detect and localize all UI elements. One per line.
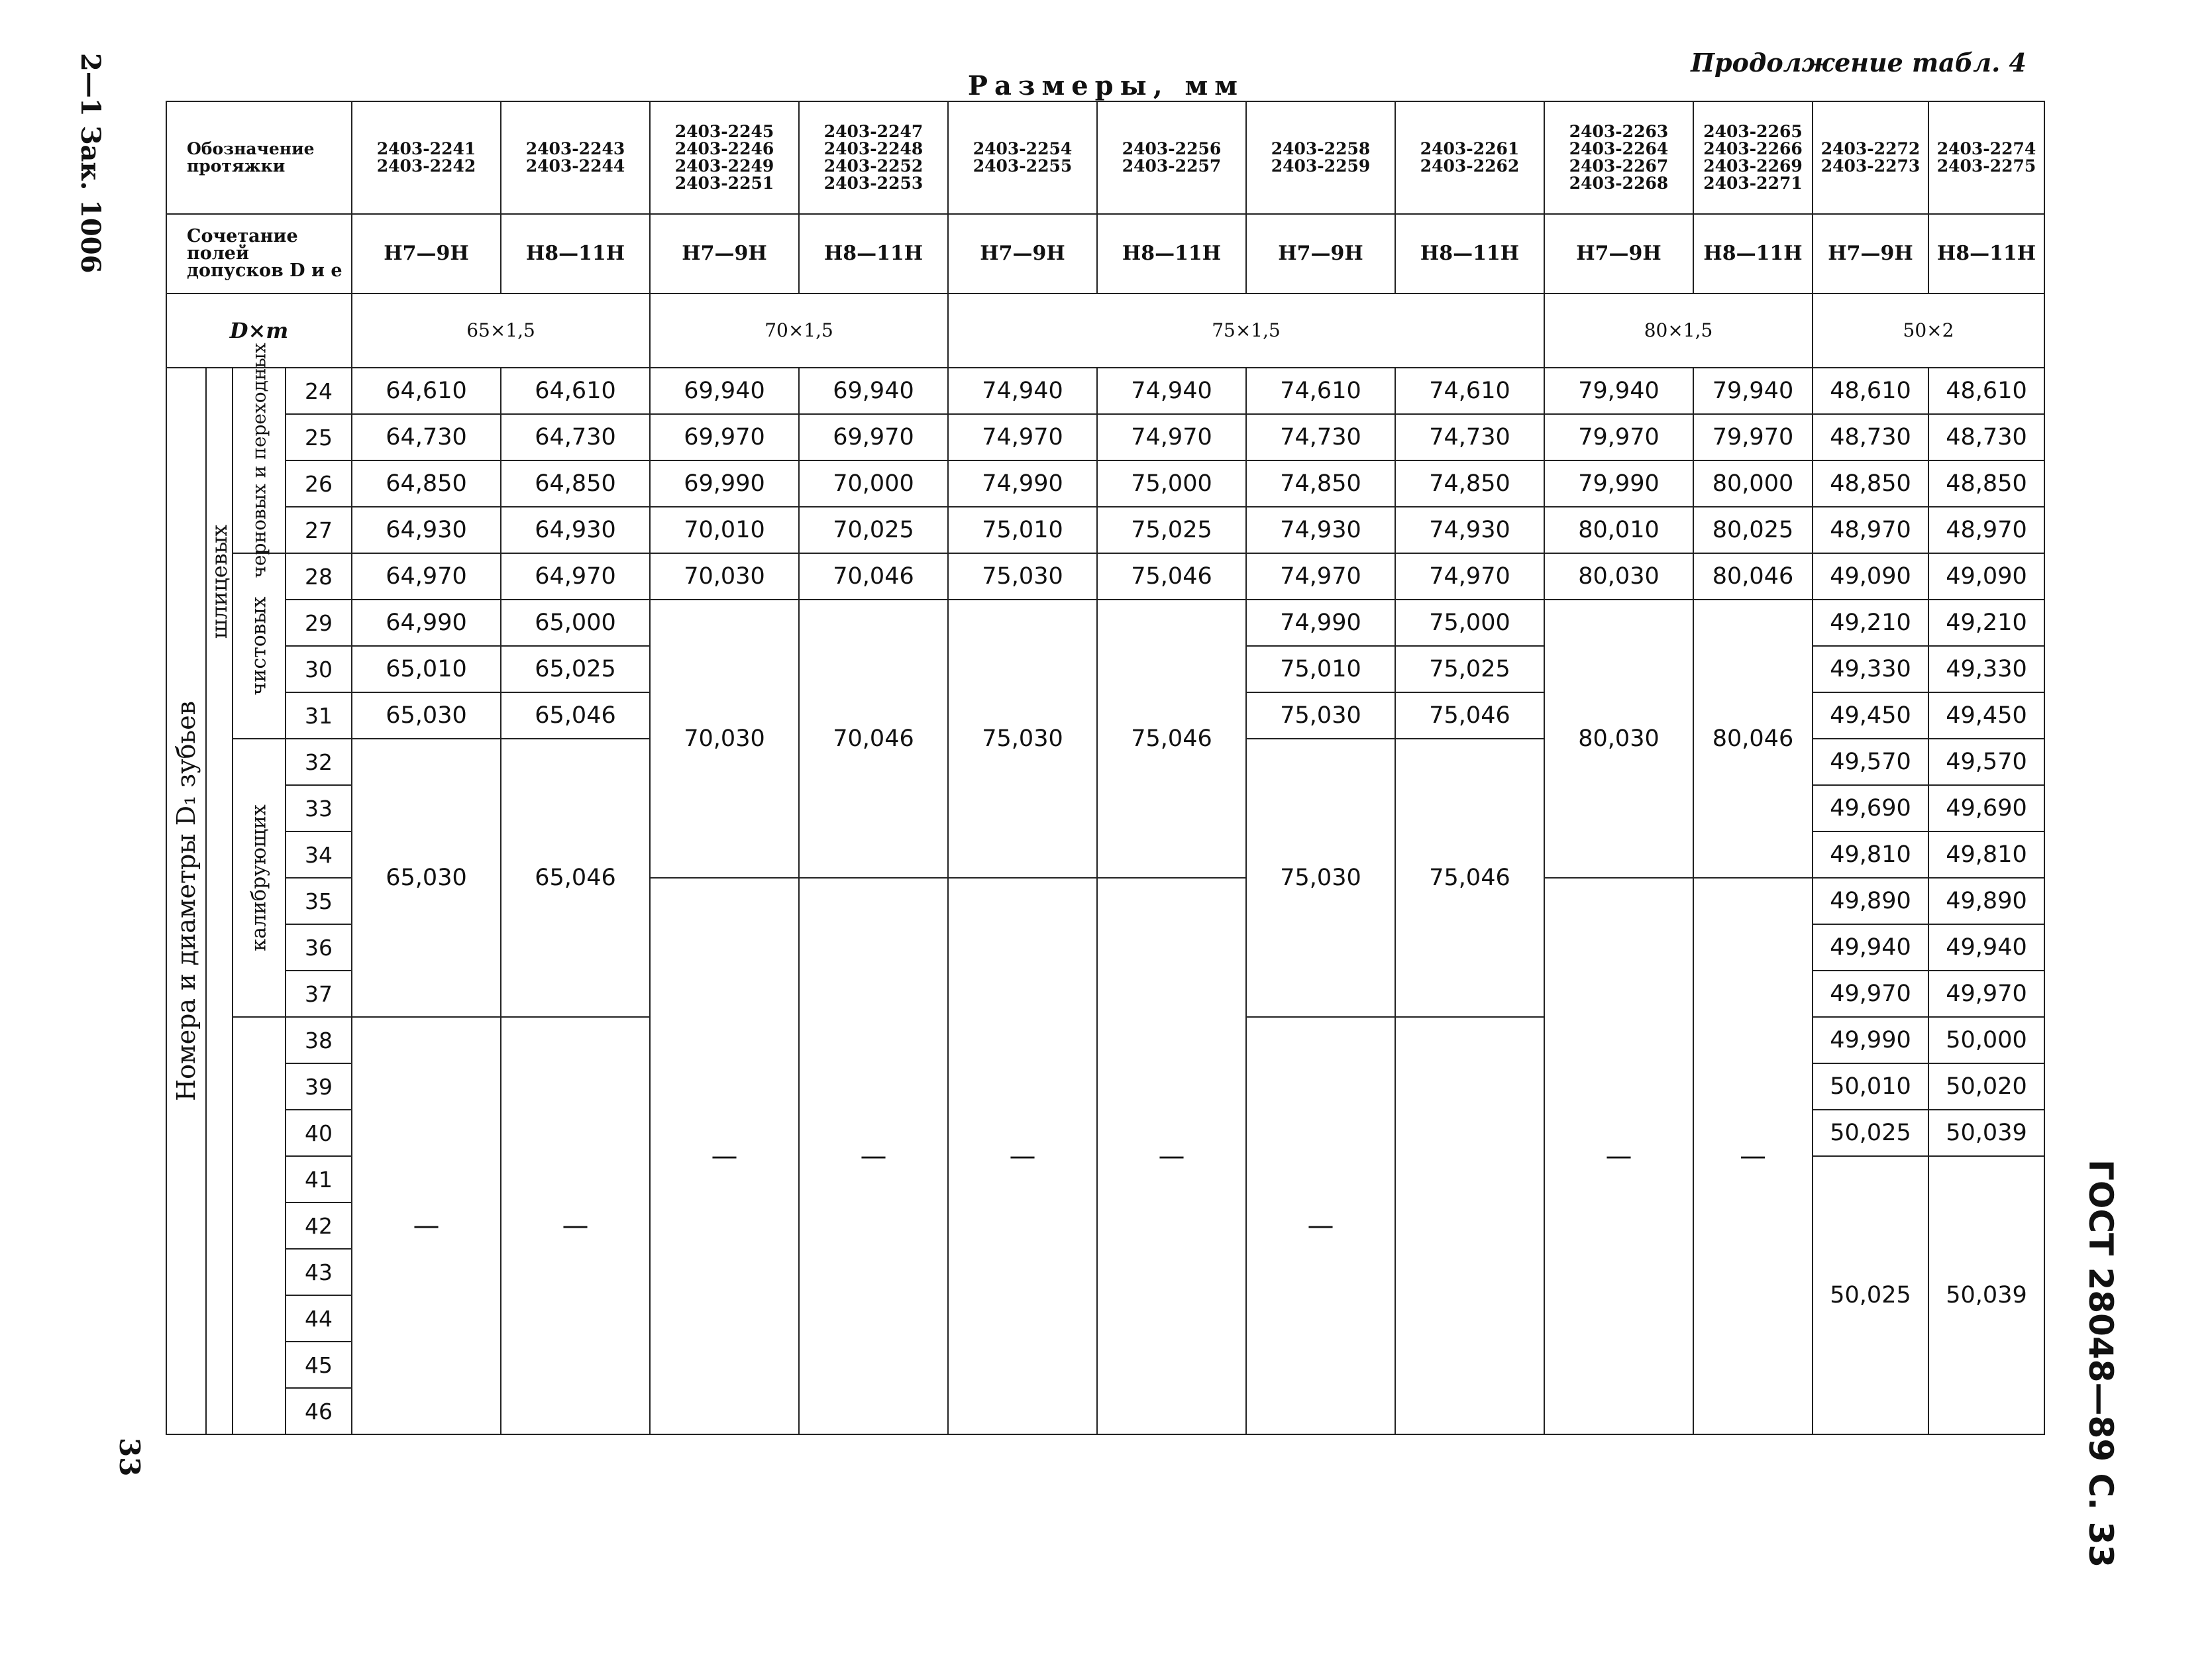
value-cell: 64,850 <box>352 460 501 507</box>
value-cell: 75,030 <box>948 600 1097 878</box>
value-cell: 74,850 <box>1395 460 1544 507</box>
value-cell: 65,025 <box>501 646 650 692</box>
value-cell: 74,970 <box>1097 414 1246 460</box>
value-cell: 75,046 <box>1395 692 1544 739</box>
value-cell: 49,450 <box>1928 692 2044 739</box>
designation-cell: 2403-2261 2403-2262 <box>1395 101 1544 214</box>
value-cell: 70,025 <box>799 507 948 553</box>
designation-label: Обозначение протяжки <box>166 101 352 214</box>
spline-label: шлицевых <box>206 368 233 1434</box>
tooth-number: 40 <box>286 1110 352 1156</box>
value-cell: 70,010 <box>650 507 799 553</box>
dxm-label: D×m <box>166 293 352 368</box>
tolerance-cell: H8—11H <box>501 214 650 293</box>
dxm-cell: 50×2 <box>1813 293 2044 368</box>
value-cell: 74,970 <box>1246 553 1395 600</box>
dxm-cell: 70×1,5 <box>650 293 948 368</box>
value-cell: 74,970 <box>948 414 1097 460</box>
value-cell: 64,970 <box>501 553 650 600</box>
value-cell: 80,046 <box>1693 553 1813 600</box>
tooth-number: 36 <box>286 924 352 971</box>
value-cell: 49,890 <box>1928 878 2044 924</box>
table-row <box>166 368 2044 414</box>
tooth-number: 44 <box>286 1295 352 1342</box>
tooth-number: 35 <box>286 878 352 924</box>
value-cell: 64,970 <box>352 553 501 600</box>
order-number: 2—1 Зак. 1006 <box>75 53 106 274</box>
value-cell: 48,610 <box>1928 368 2044 414</box>
value-cell: 50,025 <box>1813 1110 1928 1156</box>
value-cell: 49,810 <box>1928 831 2044 878</box>
value-cell: 64,990 <box>352 600 501 646</box>
value-cell: 74,940 <box>1097 368 1246 414</box>
tolerance-row <box>166 214 2044 293</box>
value-cell: 64,730 <box>501 414 650 460</box>
value-cell: 49,690 <box>1813 785 1928 831</box>
tooth-number: 32 <box>286 739 352 785</box>
tooth-number: 38 <box>286 1017 352 1063</box>
value-cell: 49,330 <box>1928 646 2044 692</box>
value-cell: 50,010 <box>1813 1063 1928 1110</box>
value-cell: 74,610 <box>1395 368 1544 414</box>
dash-cell: — <box>650 878 799 1434</box>
value-cell: 49,090 <box>1928 553 2044 600</box>
designation-cell: 2403-2247 2403-2248 2403-2252 2403-2253 <box>799 101 948 214</box>
dimensions-table <box>166 101 2045 1435</box>
value-cell: 48,850 <box>1813 460 1928 507</box>
tooth-number: 33 <box>286 785 352 831</box>
table-row <box>166 600 2044 646</box>
tooth-number: 45 <box>286 1342 352 1388</box>
value-cell: 50,039 <box>1928 1156 2044 1434</box>
dash-cell: — <box>501 1017 650 1434</box>
teeth-numbers-label: Номера и диаметры D₁ зубьев <box>166 368 206 1434</box>
dash-cell: — <box>799 878 948 1434</box>
tolerance-cell: H7—9H <box>948 214 1097 293</box>
tolerance-cell: H7—9H <box>650 214 799 293</box>
tooth-number: 30 <box>286 646 352 692</box>
value-cell: 74,940 <box>948 368 1097 414</box>
dxm-row <box>166 293 2044 368</box>
tooth-number: 39 <box>286 1063 352 1110</box>
value-cell: 80,030 <box>1544 600 1693 878</box>
designation-cell: 2403-2265 2403-2266 2403-2269 2403-2271 <box>1693 101 1813 214</box>
value-cell: 48,610 <box>1813 368 1928 414</box>
value-cell: 75,010 <box>948 507 1097 553</box>
dxm-cell: 75×1,5 <box>948 293 1544 368</box>
value-cell: 64,930 <box>501 507 650 553</box>
value-cell: 74,850 <box>1246 460 1395 507</box>
value-cell: 50,025 <box>1813 1156 1928 1434</box>
value-cell: 79,990 <box>1544 460 1693 507</box>
units-title: Размеры, мм <box>967 70 1245 101</box>
value-cell: 79,970 <box>1693 414 1813 460</box>
tolerance-cell: H7—9H <box>352 214 501 293</box>
value-cell: 48,970 <box>1928 507 2044 553</box>
value-cell: 65,010 <box>352 646 501 692</box>
value-cell: 74,610 <box>1246 368 1395 414</box>
value-cell: 49,940 <box>1813 924 1928 971</box>
value-cell: 49,940 <box>1928 924 2044 971</box>
value-cell: 69,940 <box>799 368 948 414</box>
value-cell: 64,730 <box>352 414 501 460</box>
table-row <box>166 414 2044 460</box>
value-cell: 70,030 <box>650 553 799 600</box>
designation-cell: 2403-2256 2403-2257 <box>1097 101 1246 214</box>
designation-cell: 2403-2243 2403-2244 <box>501 101 650 214</box>
value-cell: 65,030 <box>352 692 501 739</box>
tooth-number: 26 <box>286 460 352 507</box>
value-cell: 65,030 <box>352 739 501 1017</box>
value-cell: 49,210 <box>1928 600 2044 646</box>
value-cell: 75,046 <box>1395 739 1544 1017</box>
value-cell: 65,000 <box>501 600 650 646</box>
value-cell: 49,570 <box>1813 739 1928 785</box>
value-cell: 50,039 <box>1928 1110 2044 1156</box>
value-cell: 49,570 <box>1928 739 2044 785</box>
value-cell: 74,730 <box>1395 414 1544 460</box>
value-cell: 79,940 <box>1693 368 1813 414</box>
designation-cell: 2403-2245 2403-2246 2403-2249 2403-2251 <box>650 101 799 214</box>
value-cell: 75,010 <box>1246 646 1395 692</box>
value-cell: 64,930 <box>352 507 501 553</box>
designation-cell: 2403-2272 2403-2273 <box>1813 101 1928 214</box>
tolerance-cell: H8—11H <box>1693 214 1813 293</box>
group-calib-label: калибрующих <box>233 739 286 1017</box>
table-row <box>166 553 2044 600</box>
value-cell: 75,000 <box>1097 460 1246 507</box>
value-cell: 49,450 <box>1813 692 1928 739</box>
tooth-number: 43 <box>286 1249 352 1295</box>
value-cell: 69,990 <box>650 460 799 507</box>
designation-row <box>166 101 2044 214</box>
tolerance-cell: H8—11H <box>799 214 948 293</box>
value-cell: 70,046 <box>799 600 948 878</box>
value-cell: 49,990 <box>1813 1017 1928 1063</box>
value-cell: 49,970 <box>1813 971 1928 1017</box>
value-cell: 49,970 <box>1928 971 2044 1017</box>
value-cell: 75,030 <box>1246 739 1395 1017</box>
value-cell: 80,046 <box>1693 600 1813 878</box>
dash-cell: — <box>1097 878 1246 1434</box>
dash-cell: — <box>1246 1017 1395 1434</box>
value-cell: 65,046 <box>501 692 650 739</box>
value-cell: 79,940 <box>1544 368 1693 414</box>
designation-cell: 2403-2263 2403-2264 2403-2267 2403-2268 <box>1544 101 1693 214</box>
value-cell: 64,610 <box>352 368 501 414</box>
left-margin <box>0 0 166 1653</box>
gost-page-label: ГОСТ 28048—89 С. 33 <box>2081 1159 2120 1568</box>
value-cell: 69,940 <box>650 368 799 414</box>
value-cell: 75,046 <box>1097 553 1246 600</box>
dash-cell: — <box>948 878 1097 1434</box>
value-cell: 70,000 <box>799 460 948 507</box>
value-cell: 74,730 <box>1246 414 1395 460</box>
continuation-title: Продолжение табл. 4 <box>1691 48 2027 78</box>
designation-cell: 2403-2258 2403-2259 <box>1246 101 1395 214</box>
value-cell: 75,025 <box>1097 507 1246 553</box>
tolerance-cell: H7—9H <box>1246 214 1395 293</box>
value-cell: 74,990 <box>948 460 1097 507</box>
tooth-number: 29 <box>286 600 352 646</box>
value-cell: 75,030 <box>948 553 1097 600</box>
tolerance-cell: H8—11H <box>1928 214 2044 293</box>
tooth-number: 24 <box>286 368 352 414</box>
tooth-number: 41 <box>286 1156 352 1202</box>
tolerance-cell: H8—11H <box>1395 214 1544 293</box>
value-cell: 48,850 <box>1928 460 2044 507</box>
value-cell: 48,730 <box>1813 414 1928 460</box>
dxm-cell: 80×1,5 <box>1544 293 1813 368</box>
value-cell: 48,730 <box>1928 414 2044 460</box>
group-finish-label: чистовых <box>233 553 286 739</box>
value-cell: 74,930 <box>1395 507 1544 553</box>
dash-cell: — <box>1544 878 1693 1434</box>
value-cell: 75,030 <box>1246 692 1395 739</box>
value-cell: 50,000 <box>1928 1017 2044 1063</box>
value-cell: 64,610 <box>501 368 650 414</box>
value-cell: 75,046 <box>1097 600 1246 878</box>
tooth-number: 28 <box>286 553 352 600</box>
group-empty <box>233 1017 286 1434</box>
value-cell: 80,025 <box>1693 507 1813 553</box>
table-row <box>166 460 2044 507</box>
value-cell: 49,210 <box>1813 600 1928 646</box>
tooth-number: 25 <box>286 414 352 460</box>
tooth-number: 34 <box>286 831 352 878</box>
dxm-cell: 65×1,5 <box>352 293 650 368</box>
designation-cell: 2403-2241 2403-2242 <box>352 101 501 214</box>
designation-cell: 2403-2254 2403-2255 <box>948 101 1097 214</box>
dash-cell: — <box>352 1017 501 1434</box>
value-cell: 74,990 <box>1246 600 1395 646</box>
value-cell: 49,330 <box>1813 646 1928 692</box>
value-cell: 49,890 <box>1813 878 1928 924</box>
value-cell: 80,000 <box>1693 460 1813 507</box>
tolerance-cell: H7—9H <box>1813 214 1928 293</box>
value-cell: 74,930 <box>1246 507 1395 553</box>
value-cell: 75,000 <box>1395 600 1544 646</box>
tooth-number: 31 <box>286 692 352 739</box>
tolerance-label: Сочетание полей допусков D и e <box>166 214 352 293</box>
value-cell: 49,690 <box>1928 785 2044 831</box>
value-cell: 49,810 <box>1813 831 1928 878</box>
left-page-number: 33 <box>113 1438 146 1477</box>
empty-cell <box>1395 1017 1544 1434</box>
tooth-number: 37 <box>286 971 352 1017</box>
designation-cell: 2403-2274 2403-2275 <box>1928 101 2044 214</box>
value-cell: 69,970 <box>799 414 948 460</box>
value-cell: 75,025 <box>1395 646 1544 692</box>
value-cell: 64,850 <box>501 460 650 507</box>
tolerance-cell: H7—9H <box>1544 214 1693 293</box>
value-cell: 70,046 <box>799 553 948 600</box>
value-cell: 50,020 <box>1928 1063 2044 1110</box>
tooth-number: 46 <box>286 1388 352 1434</box>
value-cell: 80,010 <box>1544 507 1693 553</box>
group-rough-label: черновых и переходных <box>233 368 286 553</box>
value-cell: 49,090 <box>1813 553 1928 600</box>
dash-cell: — <box>1693 878 1813 1434</box>
tooth-number: 42 <box>286 1202 352 1249</box>
value-cell: 74,970 <box>1395 553 1544 600</box>
value-cell: 79,970 <box>1544 414 1693 460</box>
value-cell: 70,030 <box>650 600 799 878</box>
value-cell: 69,970 <box>650 414 799 460</box>
value-cell: 48,970 <box>1813 507 1928 553</box>
tolerance-cell: H8—11H <box>1097 214 1246 293</box>
value-cell: 80,030 <box>1544 553 1693 600</box>
tooth-number: 27 <box>286 507 352 553</box>
table-row <box>166 507 2044 553</box>
value-cell: 65,046 <box>501 739 650 1017</box>
